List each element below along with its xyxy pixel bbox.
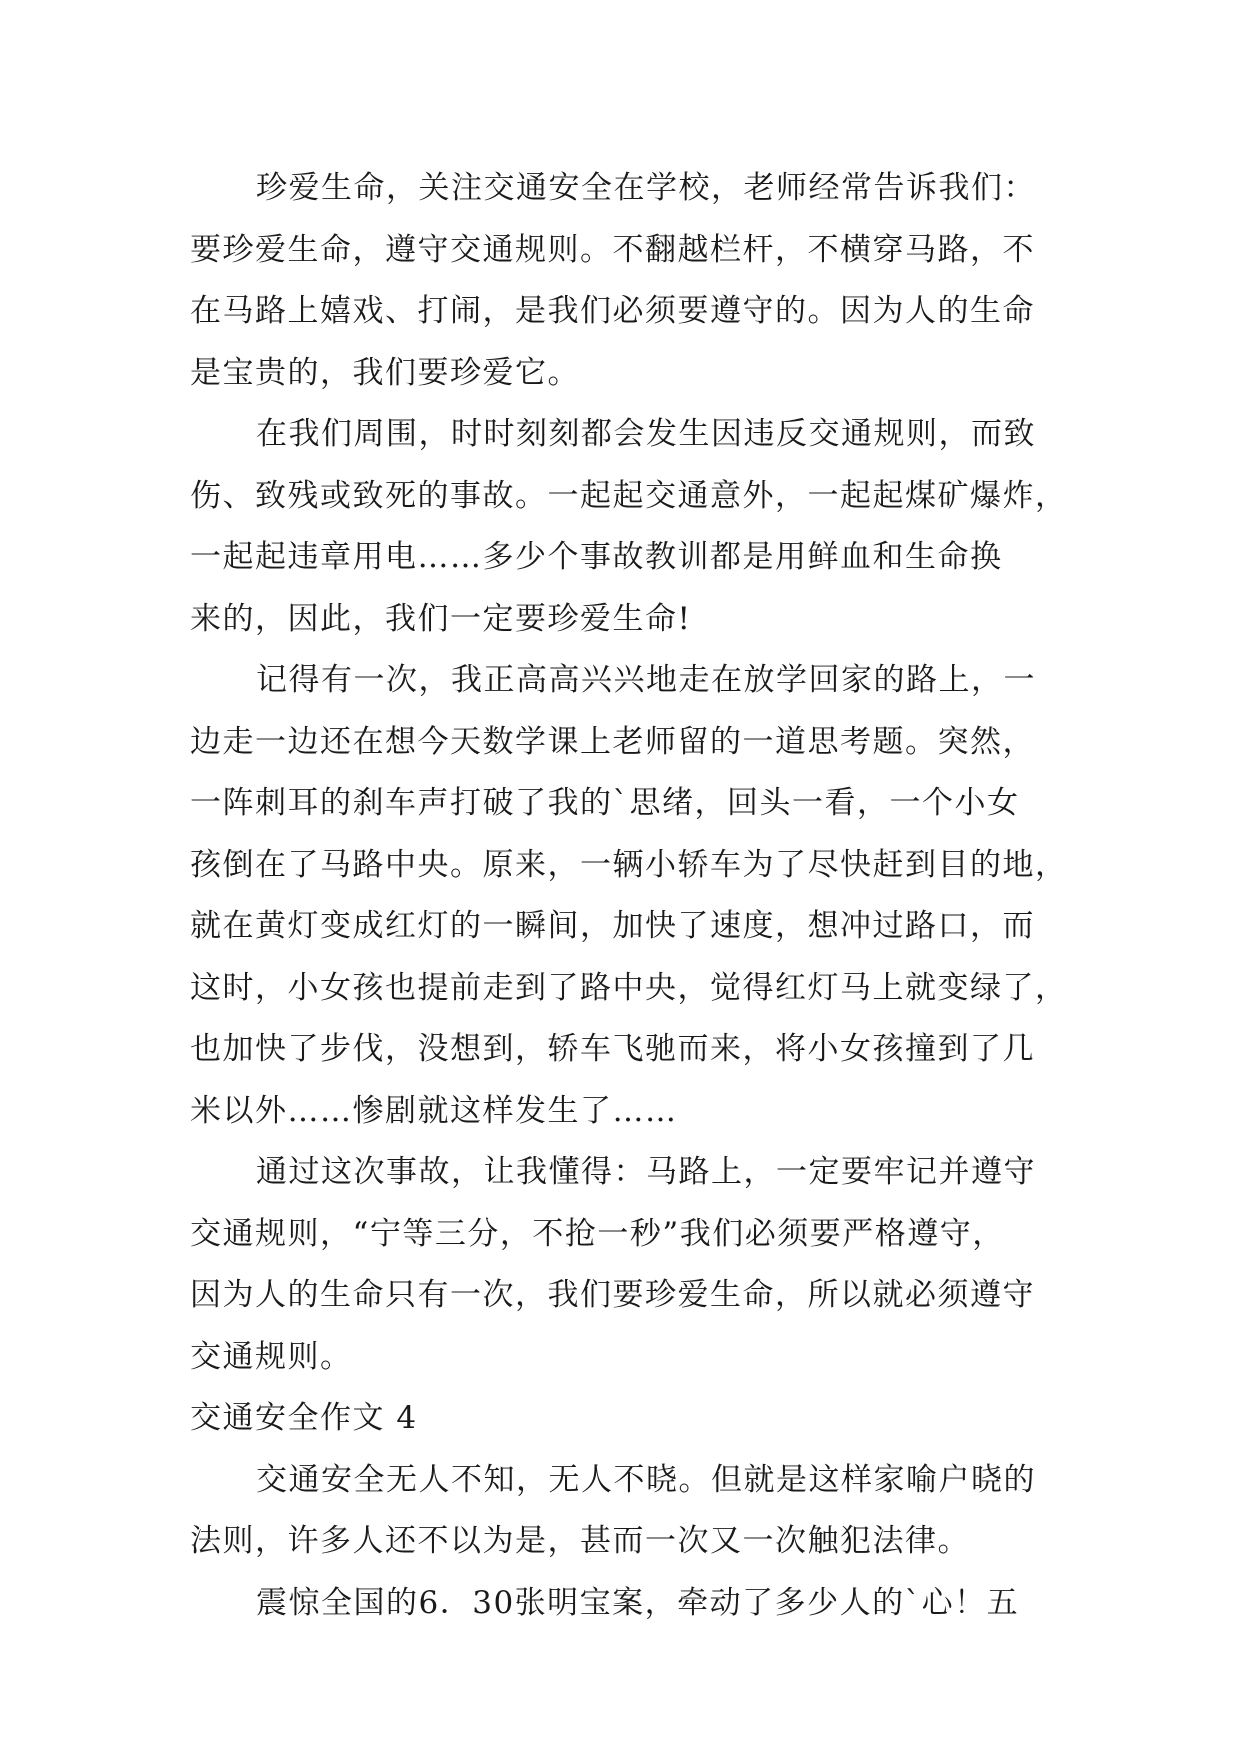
text-line: 一起起违章用电……多少个事故教训都是用鲜血和生命换 bbox=[190, 539, 1003, 575]
paragraph bbox=[190, 1573, 1070, 1635]
text-line: 这时，小女孩也提前走到了路中央，觉得红灯马上就变绿了， bbox=[190, 969, 1068, 1006]
text-line: 在我们周围，时时刻刻都会发生因违反交通规则，而致 bbox=[256, 416, 1036, 452]
paragraph bbox=[190, 1450, 1070, 1573]
text-line: 来的，因此，我们一定要珍爱生命! bbox=[190, 600, 692, 637]
paragraph bbox=[190, 404, 1070, 650]
text-line: 是宝贵的，我们要珍爱它。 bbox=[190, 354, 580, 391]
text-line: 米以外……惨剧就这样发生了…… bbox=[190, 1092, 678, 1129]
paragraph bbox=[190, 1142, 1070, 1388]
text-line: 伤、致残或致死的事故。一起起交通意外，一起起煤矿爆炸， bbox=[190, 477, 1068, 514]
section-heading: 交通安全作文 4 bbox=[190, 1400, 418, 1436]
text-line: 要珍爱生命，遵守交通规则。不翻越栏杆，不横穿马路，不 bbox=[190, 231, 1035, 268]
text-line: 边走一边还在想今天数学课上老师留的一道思考题。突然， bbox=[190, 723, 1035, 760]
text-line: 记得有一次，我正高高兴兴地走在放学回家的路上，一 bbox=[256, 662, 1036, 698]
text-line: 珍爱生命，关注交通安全在学校，老师经常告诉我们： bbox=[256, 170, 1036, 206]
text-line: 一阵刺耳的刹车声打破了我的`思绪，回头一看，一个小女 bbox=[190, 785, 1020, 821]
paragraph bbox=[190, 650, 1070, 1142]
text-line: 通过这次事故，让我懂得：马路上，一定要牢记并遵守 bbox=[256, 1154, 1036, 1190]
text-line: 震惊全国的6．30张明宝案，牵动了多少人的`心！五 bbox=[256, 1584, 1020, 1621]
text-line: 交通安全无人不知，无人不晓。但就是这样家喻户晓的 bbox=[256, 1461, 1036, 1498]
text-line: 在马路上嬉戏、打闹，是我们必须要遵守的。因为人的生命 bbox=[190, 293, 1035, 329]
text-line: 也加快了步伐，没想到，轿车飞驰而来，将小女孩撞到了几 bbox=[190, 1031, 1035, 1067]
document-body bbox=[190, 158, 1070, 1634]
text-line: 就在黄灯变成红灯的一瞬间，加快了速度，想冲过路口，而 bbox=[190, 908, 1035, 944]
text-line: 交通规则，“宁等三分，不抢一秒”我们必须要严格遵守， bbox=[190, 1215, 1005, 1252]
text-line: 法则，许多人还不以为是，甚而一次又一次触犯法律。 bbox=[190, 1523, 970, 1559]
text-line: 因为人的生命只有一次，我们要珍爱生命，所以就必须遵守 bbox=[190, 1277, 1035, 1313]
paragraph bbox=[190, 158, 1070, 404]
text-line: 交通规则。 bbox=[190, 1338, 353, 1375]
text-line: 孩倒在了马路中央。原来，一辆小轿车为了尽快赶到目的地， bbox=[190, 846, 1068, 883]
